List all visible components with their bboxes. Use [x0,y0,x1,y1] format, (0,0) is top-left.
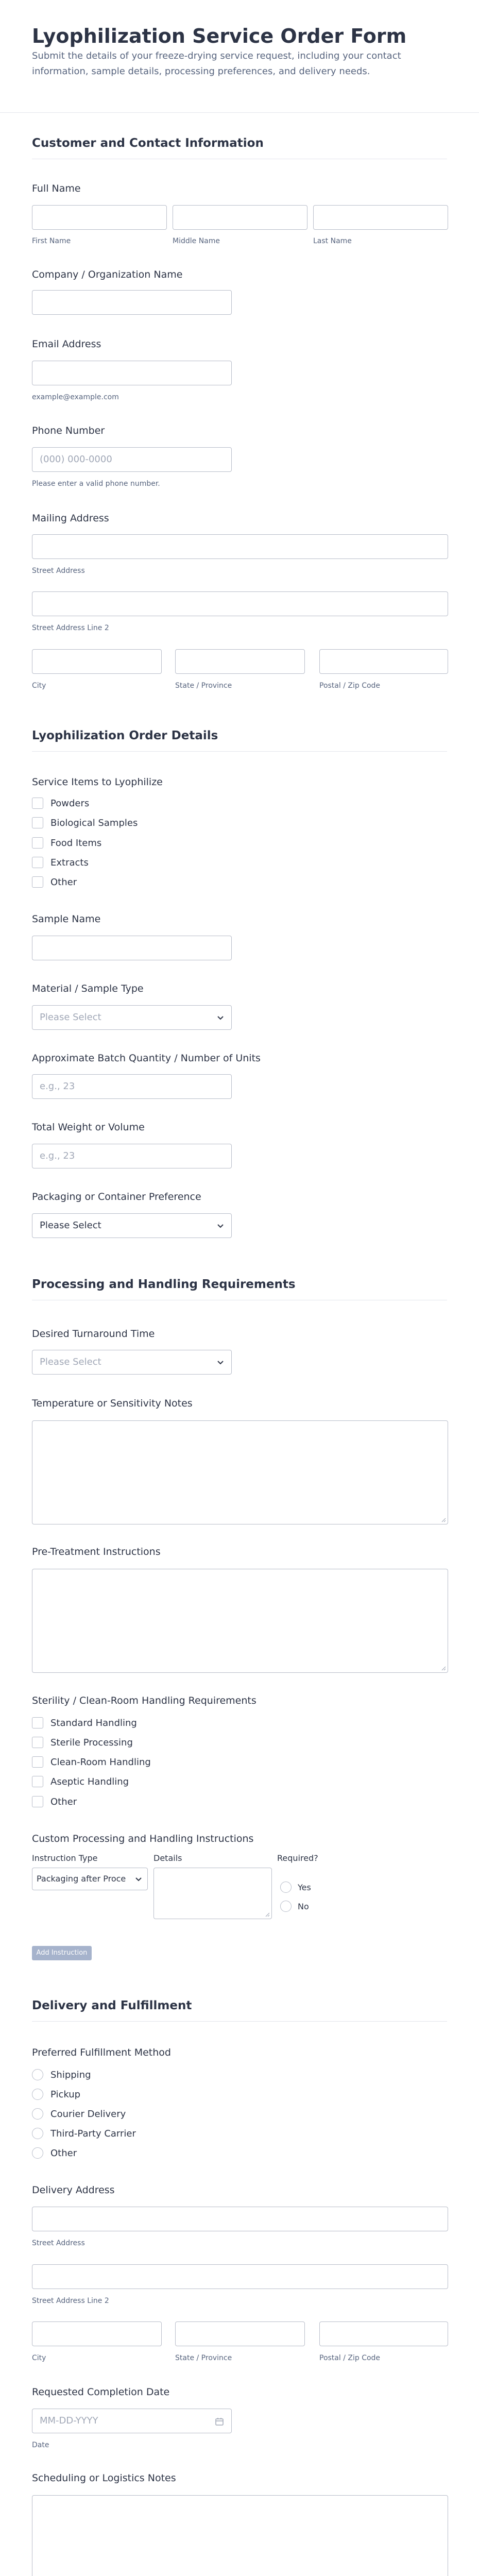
checkbox-label: Clean-Room Handling [50,1757,151,1768]
material-label: Material / Sample Type [32,983,144,994]
middle-name-input[interactable] [173,205,307,230]
form-subtitle: Submit the details of your freeze-drying service request, including your contact information, sample details, processing preferences, and delivery needs. [32,50,401,77]
checkbox-label: Other [50,1797,77,1807]
select-value: Please Select [40,1357,101,1367]
delivery-street-2-sublabel: Street Address Line 2 [32,2297,109,2305]
city-input[interactable] [32,649,162,674]
section-divider [32,751,447,752]
checkbox-aseptic-handling[interactable] [32,1776,43,1787]
radio-label-no: No [298,1902,309,1911]
checkbox-extracts[interactable] [32,857,43,868]
delivery-address-label: Delivery Address [32,2184,115,2196]
street-address-sublabel: Street Address [32,567,85,575]
batch-quantity-label: Approximate Batch Quantity / Number of Units [32,1053,261,1064]
completion-date-label: Requested Completion Date [32,2386,170,2398]
last-name-sublabel: Last Name [313,237,352,245]
email-sublabel: example@example.com [32,393,119,401]
batch-quantity-placeholder: e.g., 23 [40,1081,75,1092]
header-divider [0,112,479,113]
postal-sublabel: Postal / Zip Code [319,682,381,690]
full-name-label: Full Name [32,183,81,194]
phone-input[interactable] [32,447,232,472]
weight-volume-placeholder: e.g., 23 [40,1150,75,1161]
section-heading-delivery: Delivery and Fulfillment [32,1999,192,2012]
checkbox-label: Other [50,877,77,888]
email-input[interactable] [32,361,232,385]
section-heading-order: Lyophilization Order Details [32,729,218,742]
radio-required-no[interactable] [280,1901,292,1912]
date-placeholder: MM-DD-YYYY [40,2415,98,2426]
logistics-notes-textarea[interactable] [32,2495,448,2576]
company-label: Company / Organization Name [32,269,183,280]
material-select[interactable] [32,1005,232,1030]
company-input[interactable] [32,290,232,315]
phone-label: Phone Number [32,425,105,436]
turnaround-label: Desired Turnaround Time [32,1328,155,1340]
resize-handle-icon [265,1912,270,1917]
radio-label-yes: Yes [298,1883,311,1892]
weight-volume-label: Total Weight or Volume [32,1122,145,1133]
checkbox-label: Sterile Processing [50,1737,133,1748]
resize-handle-icon [441,1666,446,1671]
checkbox-powders[interactable] [32,798,43,809]
radio-courier-delivery[interactable] [32,2108,43,2120]
batch-quantity-input[interactable] [32,1074,232,1099]
pretreatment-label: Pre-Treatment Instructions [32,1546,161,1557]
checkbox-label: Biological Samples [50,818,138,828]
select-value: Packaging after Proce [37,1874,126,1884]
street-address-input[interactable] [32,534,448,559]
logistics-notes-label: Scheduling or Logistics Notes [32,2472,176,2484]
checkbox-label: Food Items [50,838,102,849]
city-sublabel: City [32,682,46,690]
column-header-instruction-type: Instruction Type [32,1853,98,1863]
select-value: Please Select [40,1012,101,1023]
delivery-state-sublabel: State / Province [175,2354,232,2362]
postal-input[interactable] [319,649,448,674]
mailing-address-label: Mailing Address [32,513,109,524]
sterility-label: Sterility / Clean-Room Handling Requirements [32,1695,256,1706]
radio-label: Courier Delivery [50,2109,126,2120]
radio-shipping[interactable] [32,2069,43,2080]
packaging-select[interactable] [32,1213,232,1238]
radio-required-yes[interactable] [280,1882,292,1893]
checkbox-other[interactable] [32,1796,43,1807]
street-address-2-input[interactable] [32,591,448,616]
select-value: Please Select [40,1220,101,1231]
delivery-city-sublabel: City [32,2354,46,2362]
radio-third-party-carrier[interactable] [32,2128,43,2139]
checkbox-label: Powders [50,798,90,809]
weight-volume-input[interactable] [32,1144,232,1168]
state-sublabel: State / Province [175,682,232,690]
delivery-street-2-input[interactable] [32,2264,448,2289]
radio-label: Pickup [50,2089,81,2100]
section-heading-processing: Processing and Handling Requirements [32,1278,296,1291]
delivery-postal-sublabel: Postal / Zip Code [319,2354,381,2362]
email-label: Email Address [32,338,101,350]
delivery-city-input[interactable] [32,2321,162,2346]
middle-name-sublabel: Middle Name [173,237,220,245]
checkbox-biological-samples[interactable] [32,817,43,828]
service-items-label: Service Items to Lyophilize [32,776,163,788]
radio-other[interactable] [32,2147,43,2159]
checkbox-label: Standard Handling [50,1718,137,1728]
section-divider [32,2021,447,2022]
phone-sublabel: Please enter a valid phone number. [32,480,160,488]
delivery-street-sublabel: Street Address [32,2239,85,2247]
radio-label: Third-Party Carrier [50,2128,136,2139]
checkbox-clean-room-handling[interactable] [32,1756,43,1768]
last-name-input[interactable] [313,205,448,230]
section-heading-contact: Customer and Contact Information [32,137,264,150]
instruction-details-textarea[interactable] [153,1868,272,1919]
delivery-postal-input[interactable] [319,2321,448,2346]
fulfillment-method-label: Preferred Fulfillment Method [32,2047,171,2058]
radio-label: Shipping [50,2070,91,2080]
add-instruction-button[interactable]: Add Instruction [32,1946,92,1960]
completion-date-input[interactable] [32,2409,232,2433]
chevron-down-icon [216,1358,225,1367]
pretreatment-textarea[interactable] [32,1569,448,1673]
date-sublabel: Date [32,2441,49,2449]
phone-placeholder: (000) 000-0000 [40,454,112,465]
checkbox-other[interactable] [32,876,43,888]
calendar-icon[interactable] [215,2417,224,2426]
turnaround-select[interactable] [32,1350,232,1375]
checkbox-label: Aseptic Handling [50,1776,129,1787]
first-name-input[interactable] [32,205,167,230]
column-header-details: Details [153,1853,182,1863]
instruction-type-select[interactable] [32,1868,148,1890]
radio-pickup[interactable] [32,2089,43,2100]
checkbox-label: Extracts [50,857,89,868]
sample-name-label: Sample Name [32,913,101,925]
checkbox-food-items[interactable] [32,837,43,849]
delivery-street-input[interactable] [32,2207,448,2231]
temperature-notes-label: Temperature or Sensitivity Notes [32,1398,193,1409]
radio-label: Other [50,2148,77,2159]
chevron-down-icon [216,1013,225,1022]
form-title: Lyophilization Service Order Form [32,25,407,47]
delivery-state-input[interactable] [175,2321,305,2346]
chevron-down-icon [134,1874,143,1884]
state-input[interactable] [175,649,305,674]
first-name-sublabel: First Name [32,237,71,245]
temperature-notes-textarea[interactable] [32,1420,448,1524]
checkbox-standard-handling[interactable] [32,1717,43,1728]
resize-handle-icon [441,1517,446,1522]
chevron-down-icon [216,1221,225,1230]
packaging-label: Packaging or Container Preference [32,1191,201,1202]
street-address-2-sublabel: Street Address Line 2 [32,624,109,632]
column-header-required: Required? [277,1853,318,1863]
sample-name-input[interactable] [32,936,232,960]
custom-instructions-label: Custom Processing and Handling Instructions [32,1833,254,1844]
checkbox-sterile-processing[interactable] [32,1737,43,1748]
